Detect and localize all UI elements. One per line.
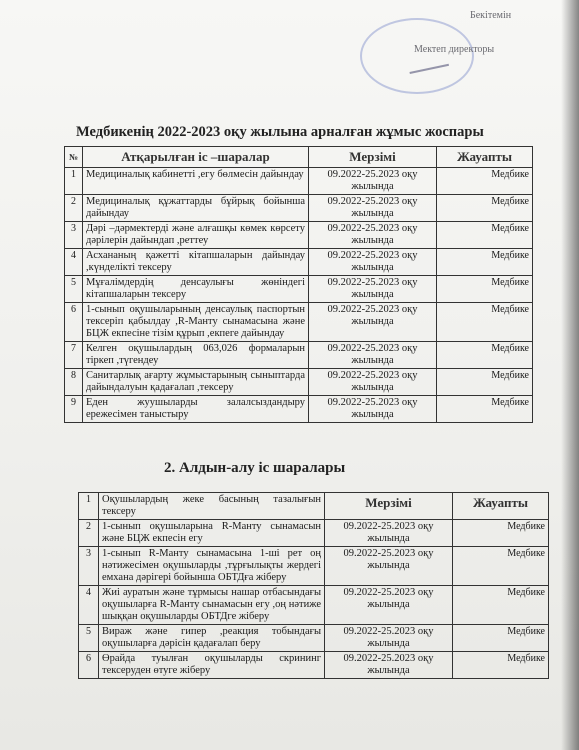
col-activity-header: Атқарылған іс –шаралар [83,147,309,168]
table-row [65,396,533,423]
row-responsible: Медбике [437,276,533,303]
row-number: 5 [65,276,83,303]
school-seal [360,18,474,94]
row-period: 09.2022-25.2023 оқу жылында [309,303,437,342]
col-number-header: № [65,147,83,168]
row-activity: Вираж және гипер ,реакция тобындағы оқушыларға дәрісін қадағалап беру [99,625,325,652]
row-period: 09.2022-25.2023 оқу жылында [325,520,453,547]
row-period: 09.2022-25.2023 оқу жылында [309,168,437,195]
header-line-1: Бекітемін [470,10,512,21]
row-responsible: Медбике [453,625,549,652]
row-period: 09.2022-25.2023 оқу жылында [325,586,453,625]
row-activity: 1-сынып R-Манту сынамасына 1-ші рет оң нәтижесімен оқушыларды ,тұрғылықты жердегі емхана дәрігері бойынша ОБТДға жіберу [99,547,325,586]
col-period-header: Мерзімі [309,147,437,168]
row-responsible: Медбике [437,369,533,396]
row-activity: Санитарлық ағарту жұмыстарының сыныптарда дайындалуын қадағалап ,тексеру [83,369,309,396]
row-number: 9 [65,396,83,423]
plan-title: Медбикенің 2022-2023 оқу жылына арналған жұмыс жоспары [76,124,484,140]
row-number: 4 [79,586,99,625]
row-number: 6 [65,303,83,342]
row-number: 4 [65,249,83,276]
row-responsible: Медбике [437,168,533,195]
row-period: 09.2022-25.2023 оқу жылында [309,276,437,303]
row-number: 8 [65,369,83,396]
row-number: 2 [65,195,83,222]
row-activity: Жиі ауратын және тұрмысы нашар отбасындағы оқушыларға R-Манту сынамасын егу ,оң нәтиже шыққан оқушыларды ОБТДге жіберу [99,586,325,625]
row-activity: Келген оқушылардың 063,026 формаларын тіркеп ,түгендеу [83,342,309,369]
row-number: 2 [79,520,99,547]
row-activity: 1-сынып оқушыларына R-Манту сынамасын және БЦЖ екпесін егу [99,520,325,547]
plan-table [64,146,533,423]
table-row [65,342,533,369]
row-responsible: Медбике [453,547,549,586]
table-row [65,222,533,249]
row-period: 09.2022-25.2023 оқу жылында [309,249,437,276]
row-activity: Оқушылардың жеке басының тазалығын тексеру [99,493,325,520]
header-line-2: Мектеп директоры [414,44,495,55]
row-activity: 1-сынып оқушыларының денсаулық паспортын тексеріп қабылдау ,R-Манту сынамасына және БЦЖ екпесіне тізім құрып ,екпеге дайындау [83,303,309,342]
table-row [79,547,549,586]
scan-shadow-edge [561,0,579,750]
table-row [79,652,549,679]
row-period: 09.2022-25.2023 оқу жылында [309,342,437,369]
row-number: 3 [65,222,83,249]
table-row [65,303,533,342]
row-responsible: Медбике [437,249,533,276]
row-responsible: Медбике [437,222,533,249]
table-row [79,625,549,652]
row-number: 3 [79,547,99,586]
row-responsible: Медбике [437,195,533,222]
row-period: 09.2022-25.2023 оқу жылында [309,195,437,222]
row-responsible: Медбике [437,396,533,423]
col-period-header: Мерзімі [325,493,453,520]
row-period: 09.2022-25.2023 оқу жылында [325,547,453,586]
table-header-row [65,147,533,168]
section-2-title: 2. Алдын-алу іс шаралары [164,460,346,476]
table-header-row [79,493,549,520]
table-row [65,168,533,195]
table-row [79,520,549,547]
row-period: 09.2022-25.2023 оқу жылында [309,369,437,396]
row-responsible: Медбике [453,520,549,547]
prevention-table [78,492,549,679]
row-period: 09.2022-25.2023 оқу жылында [325,652,453,679]
table-row [65,276,533,303]
row-period: 09.2022-25.2023 оқу жылында [309,222,437,249]
row-activity: Өрайда туылған оқушыларды скрининг тексеруден өтуге жіберу [99,652,325,679]
row-responsible: Медбике [437,303,533,342]
col-responsible-header: Жауапты [453,493,549,520]
row-number: 5 [79,625,99,652]
row-responsible: Медбике [453,586,549,625]
row-number: 6 [79,652,99,679]
table-row [65,369,533,396]
table-row [65,195,533,222]
row-period: 09.2022-25.2023 оқу жылында [325,625,453,652]
row-number: 1 [65,168,83,195]
row-activity: Еден жуушыларды залалсыздандыру ережесімен таныстыру [83,396,309,423]
row-activity: Асхананың қажетті кітапшаларын дайындау ,күнделікті тексеру [83,249,309,276]
col-responsible-header: Жауапты [437,147,533,168]
row-number: 7 [65,342,83,369]
table-row [79,586,549,625]
row-activity: Медициналық құжаттарды бұйрық бойынша дайындау [83,195,309,222]
row-activity: Мұғалімдердің денсаулығы жөніндегі кітапшаларын тексеру [83,276,309,303]
row-responsible: Медбике [453,652,549,679]
row-number: 1 [79,493,99,520]
row-activity: Медициналық кабинетті ,егу бөлмесін дайындау [83,168,309,195]
row-activity: Дәрі –дәрмектерді және алғашқы көмек көрсету дәрілерін дайындап ,реттеу [83,222,309,249]
row-period: 09.2022-25.2023 оқу жылында [309,396,437,423]
row-responsible: Медбике [437,342,533,369]
table-row [65,249,533,276]
